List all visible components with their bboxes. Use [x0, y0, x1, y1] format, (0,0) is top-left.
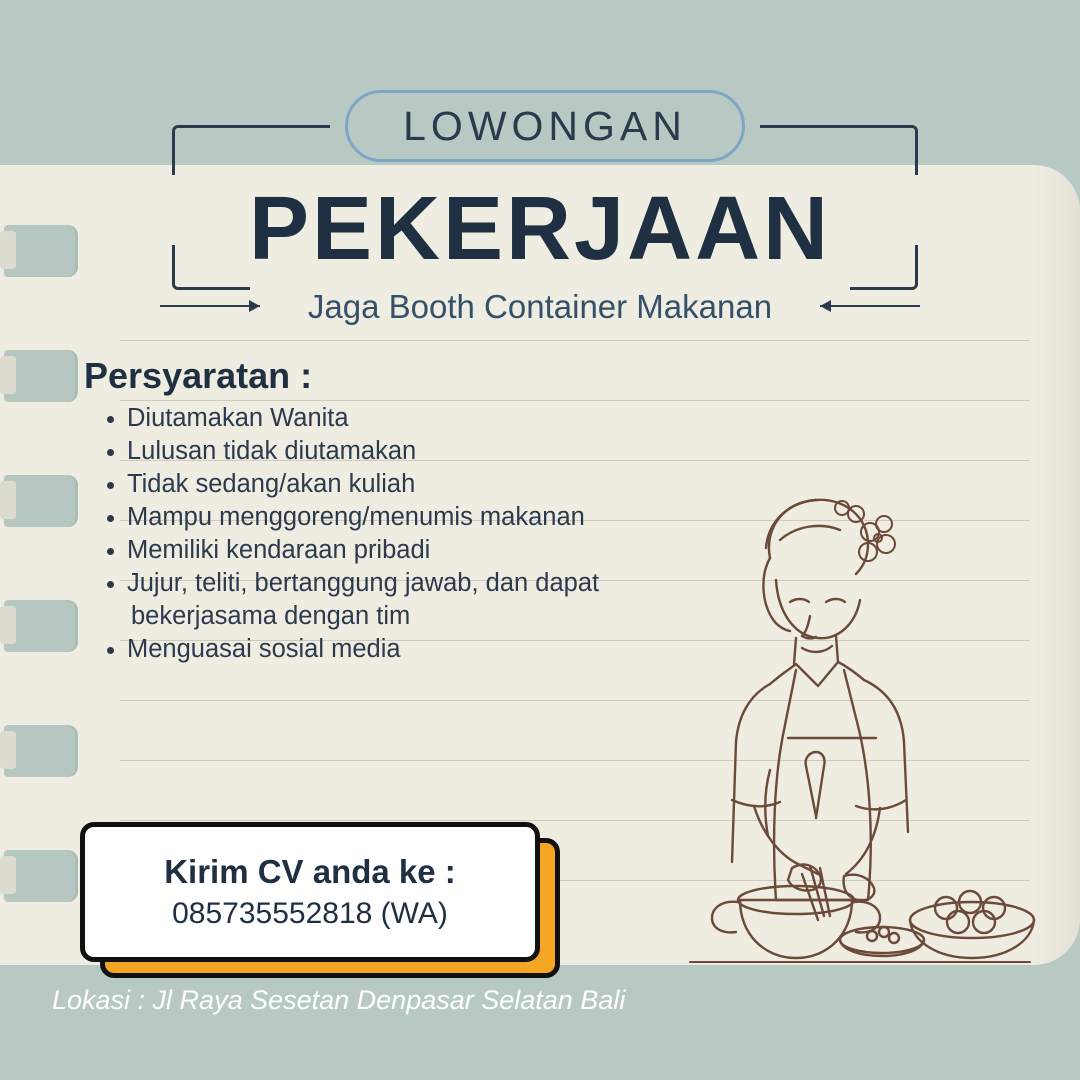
location-footer: Lokasi : Jl Raya Sesetan Denpasar Selatan Bali [52, 985, 626, 1015]
requirement-text: Diutamakan Wanita [127, 404, 349, 432]
page-title: PEKERJAAN [248, 179, 832, 279]
requirements-heading: Persyaratan : [84, 355, 313, 396]
lowongan-badge [345, 90, 745, 162]
badge-label: LOWONGAN [403, 102, 687, 149]
list-item [95, 402, 735, 435]
list-item [95, 501, 735, 534]
list-item [95, 435, 735, 468]
requirement-text: Menguasai sosial media [127, 635, 401, 663]
requirement-text: Mampu menggoreng/menumis makanan [127, 503, 585, 531]
requirements-list [95, 402, 735, 666]
list-item [95, 468, 735, 501]
list-item [95, 567, 735, 633]
list-item [95, 633, 735, 666]
cta-phone-number[interactable]: 085735552818 (WA) [172, 897, 448, 930]
cta-heading: Kirim CV anda ke : [164, 853, 456, 890]
list-item [95, 534, 735, 567]
requirement-text: Tidak sedang/akan kuliah [127, 470, 416, 498]
requirement-text: Memiliki kendaraan pribadi [127, 536, 431, 564]
page-subtitle: Jaga Booth Container Makanan [307, 288, 773, 325]
cta-contact-box[interactable] [80, 822, 540, 962]
requirement-text-wrap: bekerjasama dengan tim [131, 602, 411, 630]
requirement-text: Lulusan tidak diutamakan [127, 437, 417, 465]
requirement-text: Jujur, teliti, bertanggung jawab, dan dapat [127, 569, 600, 597]
